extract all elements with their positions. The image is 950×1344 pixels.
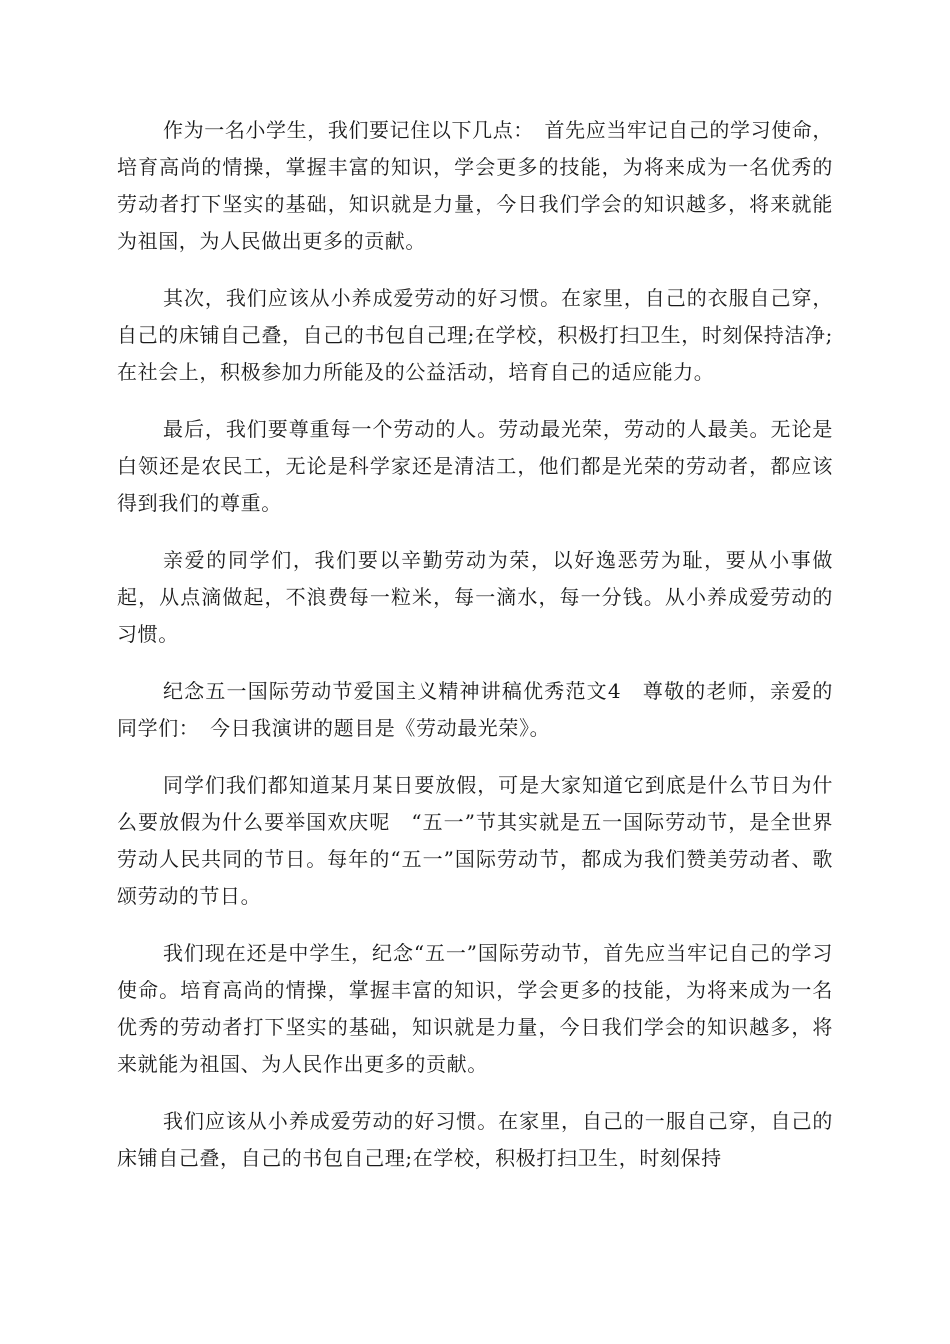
paragraph-5: 纪念五一国际劳动节爱国主义精神讲稿优秀范文4 尊敬的老师，亲爱的同学们： 今日我演讲的题目是《劳动最光荣》。: [117, 679, 833, 740]
paragraph-2: 其次，我们应该从小养成爱劳动的好习惯。在家里，自己的衣服自己穿，自己的床铺自己叠，自己的书包自己理;在学校，积极打扫卫生，时刻保持洁净;在社会上，积极参加力所能及的公益活动，培育自己的适应能力。: [117, 286, 833, 384]
paragraph-8: 我们应该从小养成爱劳动的好习惯。在家里，自己的一服自己穿，自己的床铺自己叠，自己的书包自己理;在学校，积极打扫卫生，时刻保持: [117, 1109, 833, 1170]
paragraph-4: 亲爱的同学们，我们要以辛勤劳动为荣，以好逸恶劳为耻，要从小事做起，从点滴做起，不浪费每一粒米，每一滴水，每一分钱。从小养成爱劳动的习惯。: [117, 548, 833, 646]
paragraph-1: 作为一名小学生，我们要记住以下几点： 首先应当牢记自己的学习使命，培育高尚的情操，掌握丰富的知识，学会更多的技能，为将来成为一名优秀的劳动者打下坚实的基础，知识就是力量，今日我们学会的知识越多，将来就能为祖国，为人民做出更多的贡献。: [117, 118, 833, 253]
document-body: [117, 112, 833, 1197]
paragraph-3: 最后，我们要尊重每一个劳动的人。劳动最光荣，劳动的人最美。无论是白领还是农民工，无论是科学家还是清洁工，他们都是光荣的劳动者，都应该得到我们的尊重。: [117, 417, 833, 515]
paragraph-6: 同学们我们都知道某月某日要放假，可是大家知道它到底是什么节日为什么要放假为什么要举国欢庆呢 “五一”节其实就是五一国际劳动节，是全世界劳动人民共同的节日。每年的“五一”国际劳动节，都成为我们赞美劳动者、歌颂劳动的节日。: [117, 773, 833, 908]
paragraph-7: 我们现在还是中学生，纪念“五一”国际劳动节，首先应当牢记自己的学习使命。培育高尚的情操，掌握丰富的知识，学会更多的技能，为将来成为一名优秀的劳动者打下坚实的基础，知识就是力量，今日我们学会的知识越多，将来就能为祖国、为人民作出更多的贡献。: [117, 941, 833, 1076]
